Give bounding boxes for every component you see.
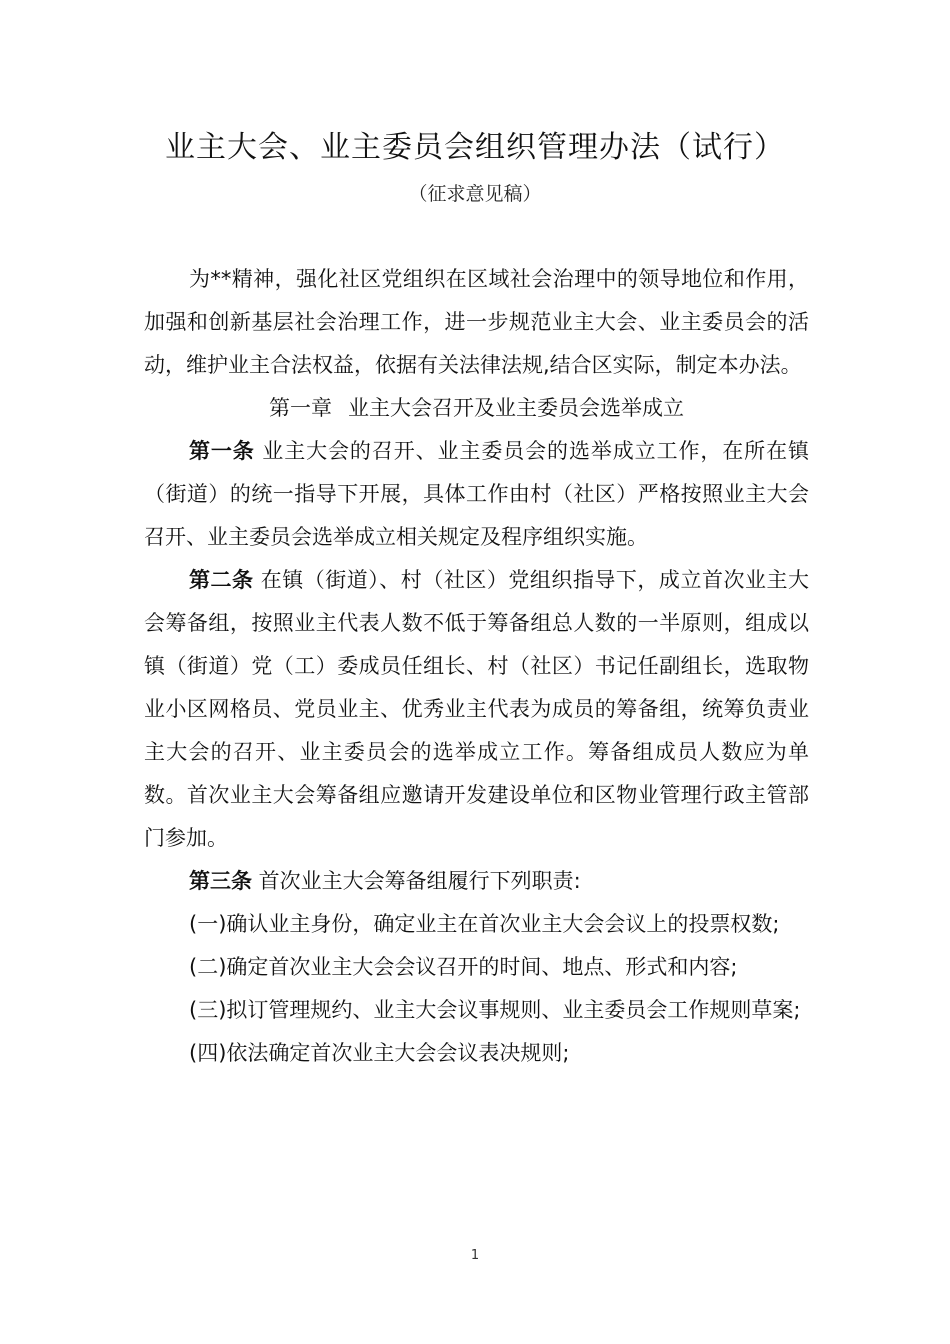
chapter-number: 第一章 [269, 396, 332, 420]
article-1 [144, 430, 809, 559]
article-label: 第一条 [189, 439, 255, 463]
article-3 [144, 860, 809, 903]
document-title: 业主大会、业主委员会组织管理办法（试行） [165, 130, 785, 165]
duty-item: (一)确认业主身份，确定业主在首次业主大会会议上的投票权数; [189, 912, 780, 936]
article-label: 第三条 [189, 869, 252, 893]
page-number: 1 [470, 1248, 480, 1263]
document-subtitle: （征求意见稿） [408, 183, 542, 205]
intro-paragraph: 为**精神，强化社区党组织在区域社会治理中的领导地位和作用，加强和创新基层社会治理工作，进一步规范业主大会、业主委员会的活动，维护业主合法权益，依据有关法律法规,结合区实际，制定本办法。 [144, 267, 809, 377]
article-text: 首次业主大会筹备组履行下列职责: [252, 869, 581, 893]
article-text: 在镇（街道）、村（社区）党组织指导下，成立首次业主大会筹备组，按照业主代表人数不低于筹备组总人数的一半原则，组成以镇（街道）党（工）委成员任组长、村（社区）书记任副组长，选取物业小区网格员、党员业主、优秀业主代表为成员的筹备组，统筹负责业主大会的召开、业主委员会的选举成立工作。筹备组成员人数应为单数。首次业主大会筹备组应邀请开发建设单位和区物业管理行政主管部门参加。 [144, 568, 809, 850]
duty-item: (三)拟订管理规约、业主大会议事规则、业主委员会工作规则草案; [189, 998, 801, 1022]
article-text: 业主大会的召开、业主委员会的选举成立工作，在所在镇（街道）的统一指导下开展，具体工作由村（社区）严格按照业主大会召开、业主委员会选举成立相关规定及程序组织实施。 [144, 439, 809, 549]
article-2 [144, 559, 809, 860]
chapter-name: 业主大会召开及业主委员会选举成立 [348, 396, 684, 420]
chapter-heading [144, 387, 809, 430]
duty-item: (四)依法确定首次业主大会会议表决规则; [189, 1041, 570, 1065]
article-label: 第二条 [189, 568, 254, 592]
duty-item: (二)确定首次业主大会会议召开的时间、地点、形式和内容; [189, 955, 738, 979]
document-body [144, 258, 809, 1075]
